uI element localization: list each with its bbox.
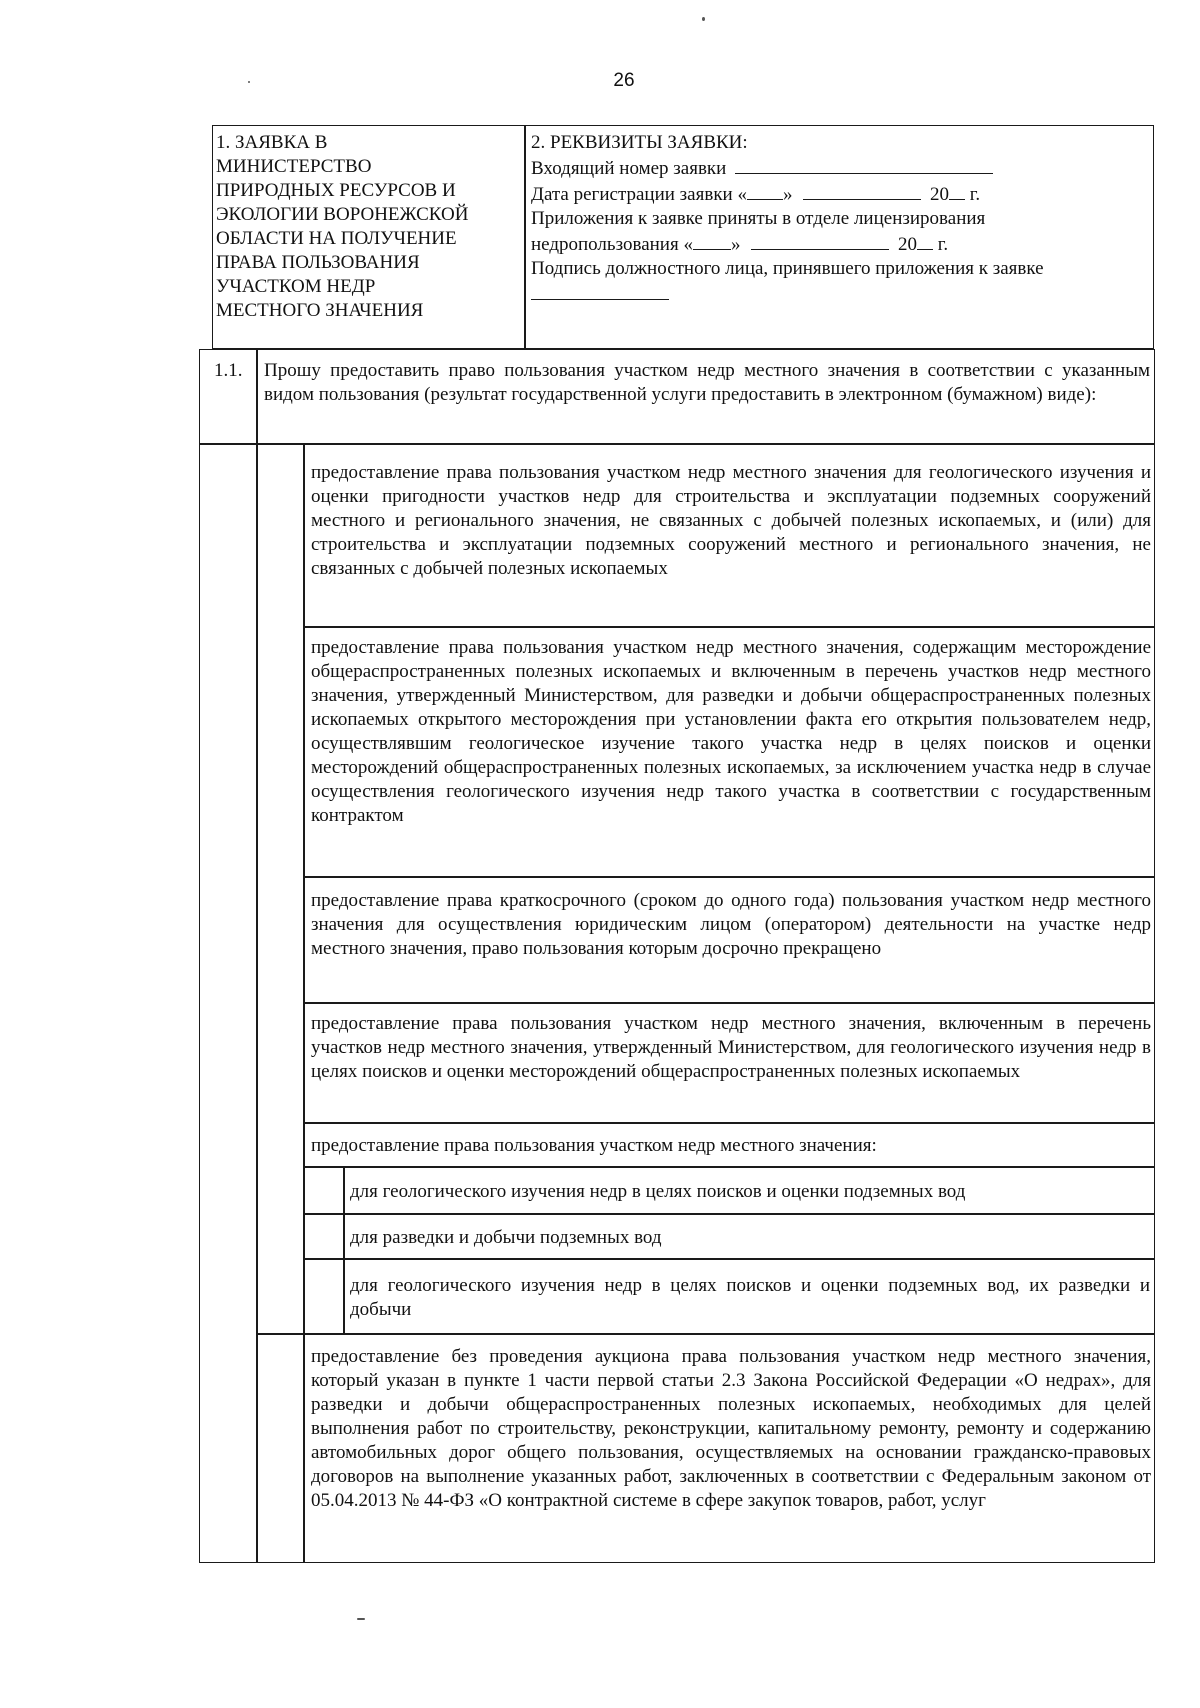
option-checkbox[interactable] <box>258 1335 301 1561</box>
sub-option-checkbox[interactable] <box>305 1215 341 1258</box>
year-prefix: 20 <box>897 234 917 255</box>
option-text: предоставление права пользования участком недр местного значения, содержащим месторождение общераспространенных полезных ископаемых и включенным в перечень участков недр местного значения, утвержденный Министерством, для разведки и добычи общераспространенных полезных ископаемых открытого месторождения при установлении факта его открытия пользователем недр, осуществлявшим геологическое изучение такого участка недр в целях поисков и оценки месторождений общераспространенных полезных ископаемых, за исключением участка недр в случае осуществления геологического изучения недр такого участка в соответствии с государственным контрактом <box>311 637 1151 826</box>
title-line: УЧАСТКОМ НЕДР <box>216 276 376 297</box>
subsoil-use-label: недропользования « <box>531 234 693 255</box>
sub-option-text: для геологического изучения недр в целях поисков и оценки подземных вод, их разведки и добычи <box>350 1275 1150 1320</box>
application-requisites <box>531 131 1151 307</box>
section-number-divider <box>256 349 258 444</box>
signature-label: Подпись должностного лица, принявшего приложения к заявке <box>531 258 1044 279</box>
year-prefix: 20 <box>929 184 949 205</box>
signature-field[interactable] <box>531 281 669 300</box>
option-checkbox[interactable] <box>258 628 301 876</box>
option-checkbox[interactable] <box>258 1004 301 1122</box>
section-request-text: Прошу предоставить право пользования участком недр местного значения в соответствии с указанным видом пользования (результат государственной услуги предоставить в электронном (бумажном) виде): <box>264 360 1150 405</box>
incoming-number-label: Входящий номер заявки <box>531 158 727 179</box>
option-border <box>303 1002 1155 1004</box>
section-row-border <box>199 443 1155 445</box>
registration-day-field[interactable] <box>747 181 783 200</box>
option-border <box>303 626 1155 628</box>
option-border <box>303 1166 1155 1168</box>
registration-date-row <box>531 181 1151 207</box>
title-line: 1. ЗАЯВКА В <box>216 132 328 153</box>
sub-option-divider <box>343 1166 345 1333</box>
sub-option-text: для разведки и добычи подземных вод <box>350 1227 662 1248</box>
incoming-number-row <box>531 155 1151 181</box>
option-text: предоставление права пользования участком недр местного значения: <box>311 1135 877 1156</box>
requisites-heading: 2. РЕКВИЗИТЫ ЗАЯВКИ: <box>531 132 748 153</box>
scan-speck <box>702 17 705 21</box>
sub-option-checkbox[interactable] <box>305 1168 341 1212</box>
scan-speck <box>248 81 250 83</box>
title-line: ПРИРОДНЫХ РЕСУРСОВ И <box>216 180 456 201</box>
signature-row <box>531 281 1151 307</box>
attachments-month-field[interactable] <box>751 231 889 250</box>
attachments-label: Приложения к заявке приняты в отделе лицензирования <box>531 208 986 229</box>
sub-option-border <box>303 1258 1155 1260</box>
option-border <box>256 1333 1155 1335</box>
registration-month-field[interactable] <box>803 181 921 200</box>
option-text: предоставление права краткосрочного (сроком до одного года) пользования участком недр местного значения для осуществления юридическим лицом (оператором) деятельности на участке недр местного значения, право пользования которым досрочно прекращено <box>311 890 1151 959</box>
page-number: 26 <box>613 70 635 91</box>
registration-year-field[interactable] <box>949 181 965 200</box>
scan-speck <box>357 1618 365 1620</box>
option-text: предоставление права пользования участком недр местного значения для геологического изучения и оценки пригодности участков недр для строительства и эксплуатации подземных сооружений местного и регионального значения, не связанных с добычей полезных ископаемых, и (или) для строительства и эксплуатации подземных сооружений местного и регионального значения, не связанных с добычей полезных ископаемых <box>311 462 1151 579</box>
option-border <box>303 876 1155 878</box>
year-suffix: г. <box>937 234 949 255</box>
section-number: 1.1. <box>214 360 243 381</box>
title-line: МИНИСТЕРСТВО <box>216 156 372 177</box>
title-line: ЭКОЛОГИИ ВОРОНЕЖСКОЙ <box>216 204 469 225</box>
year-suffix: г. <box>969 184 981 205</box>
title-line: ОБЛАСТИ НА ПОЛУЧЕНИЕ <box>216 228 457 249</box>
sub-option-border <box>303 1213 1155 1215</box>
option-text: предоставление без проведения аукциона права пользования участком недр местного значения, который указан в пункте 1 части первой статьи 2.3 Закона Российской Федерации «О недрах», для разведки и добычи общераспространенных полезных ископаемых, необходимых для целей выполнения работ по строительству, реконструкции, капитальному ремонту, ремонту и содержанию автомобильных дорог общего пользования, осуществляемых на основании гражданско-правовых договоров на выполнение указанных работ, заключенных в соответствии с Федеральным законом от 05.04.2013 № 44-ФЗ «О контрактной системе в сфере закупок товаров, работ, услуг <box>311 1346 1151 1511</box>
option-border <box>303 1122 1155 1124</box>
application-title <box>216 131 521 323</box>
quote-close: » <box>782 184 793 205</box>
header-divider <box>524 125 526 349</box>
attachments-year-field[interactable] <box>917 231 933 250</box>
registration-date-label: Дата регистрации заявки « <box>531 184 747 205</box>
quote-close: » <box>730 234 741 255</box>
option-checkbox[interactable] <box>258 445 301 627</box>
option-checkbox[interactable] <box>258 878 301 1002</box>
option-text: предоставление права пользования участком недр местного значения, включенным в перечень участков недр местного значения, утвержденный Министерством, для геологического изучения недр в целях поисков и оценки месторождений общераспространенных полезных ископаемых <box>311 1013 1151 1082</box>
attachments-date-row <box>531 231 1151 257</box>
attachments-day-field[interactable] <box>693 231 731 250</box>
incoming-number-field[interactable] <box>735 155 993 174</box>
title-line: МЕСТНОГО ЗНАЧЕНИЯ <box>216 300 424 321</box>
title-line: ПРАВА ПОЛЬЗОВАНИЯ <box>216 252 420 273</box>
sub-option-checkbox[interactable] <box>305 1260 341 1332</box>
sub-option-text: для геологического изучения недр в целях поисков и оценки подземных вод <box>350 1181 966 1202</box>
